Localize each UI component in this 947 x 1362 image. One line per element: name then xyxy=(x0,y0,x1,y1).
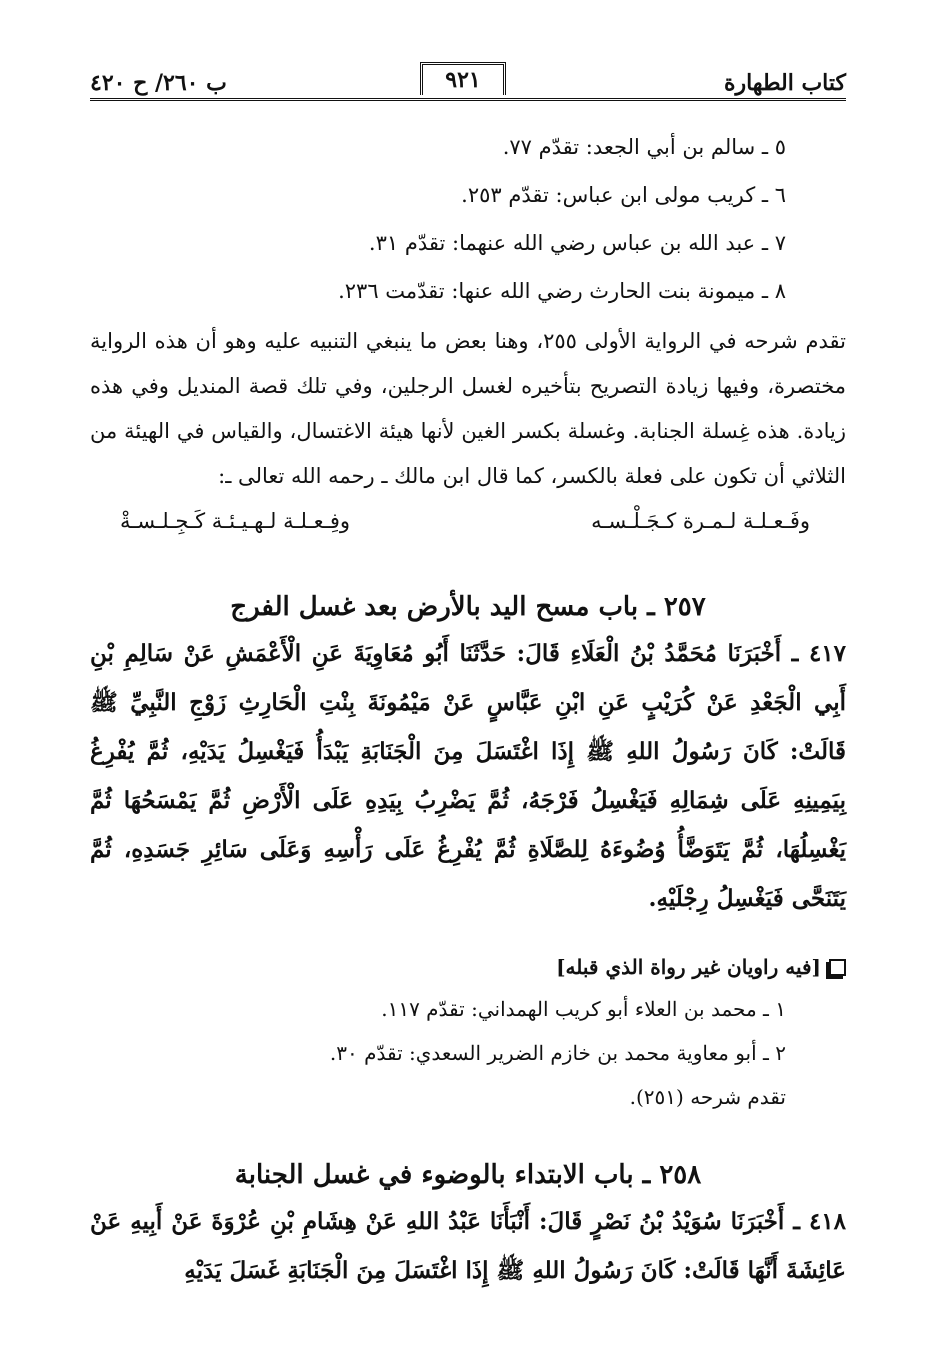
list-item: ٥ ـ سالم بن أبي الجعد: تقدّم ٧٧. xyxy=(502,135,786,159)
list-item: ٦ ـ كريب مولى ابن عباس: تقدّم ٢٥٣. xyxy=(461,183,786,207)
section-title-258: ٢٥٨ ـ باب الابتداء بالوضوء في غسل الجنابة xyxy=(234,1160,702,1190)
commentary-note: تقدم شرحه (٢٥١). xyxy=(629,1085,786,1109)
verse-hemistich-left: وفِـعـلـة لـهـيـئـة كَـجِـلـسـةْ xyxy=(120,509,351,533)
chapter-reference: ب ٢٦٠/ ح ٤٢٠ xyxy=(90,70,227,96)
narrators-box-title xyxy=(90,947,846,987)
commentary-paragraph: تقدم شرحه في الرواية الأولى ٢٥٥، وهنا بعض ما ينبغي التنبيه عليه وهو أن هذه الرواية مختصرة، وفيها زيادة التصريح بتأخيره لغسل الرجلين، وفي تلك قصة المنديل وفي هذه زيادة. هذه غِسلة الجنابة. وغسلة بكسر الغين لأنها هيئة الاغتسال، والقياس في الهيئة من الثلاثي أن تكون على فعلة بالكسر، كما قال ابن مالك ـ رحمه الله تعالى ـ: xyxy=(90,329,846,488)
page-header xyxy=(90,40,846,101)
square-bullet-icon xyxy=(829,959,846,976)
narrator-list-2 xyxy=(90,987,846,1075)
document-page xyxy=(90,40,846,1295)
hadith-417: ٤١٧ ـ أَخْبَرَنَا مُحَمَّدُ بْنُ الْعَلَاءِ قَالَ: حَدَّثَنَا أَبُو مُعَاوِيَةَ عَنِ الْأَعْمَشِ عَنْ سَالِمِ بْنِ أَبِي الْجَعْدِ عَنْ كُرَيْبٍ عَنِ ابْنِ عَبَّاسٍ عَنْ مَيْمُونَةَ بِنْتِ الْحَارِثِ زَوْجِ النَّبِيِّ ﷺ قَالَتْ: كَانَ رَسُولُ اللهِ ﷺ إِذَا اغْتَسَلَ مِنَ الْجَنَابَةِ يَبْدَأُ فَيَغْسِلُ يَدَيْهِ، ثُمَّ يُفْرِغُ بِيَمِينِهِ عَلَى شِمَالِهِ فَيَغْسِلُ فَرْجَهُ، ثُمَّ يَضْرِبُ بِيَدِهِ عَلَى الْأَرْضِ ثُمَّ يَمْسَحُهَا ثُمَّ يَغْسِلُهَا، ثُمَّ يَتَوَضَّأُ وُضُوءَهُ لِلصَّلَاةِ ثُمَّ يُفْرِغُ عَلَى رَأْسِهِ وَعَلَى سَائِرِ جَسَدِهِ، ثُمَّ يَتَنَحَّى فَيَغْسِلُ رِجْلَيْهِ. xyxy=(90,640,846,912)
list-item: ٨ ـ ميمونة بنت الحارث رضي الله عنها: تقدّمت ٢٣٦. xyxy=(338,279,786,303)
narrator-list xyxy=(90,123,846,315)
poetry-verse xyxy=(90,499,846,543)
list-item: ٧ ـ عبد الله بن عباس رضي الله عنهما: تقدّم ٣١. xyxy=(368,231,786,255)
verse-hemistich-right: وفَـعـلـة لـمـرة كـجَـلْـسـه xyxy=(591,509,810,533)
box-title-text: [فيه راويان غير رواة الذي قبله] xyxy=(556,955,821,979)
list-item: ١ ـ محمد بن العلاء أبو كريب الهمداني: تقدّم ١١٧. xyxy=(381,997,786,1021)
page-number: ٩٢١ xyxy=(420,62,506,95)
list-item: ٢ ـ أبو معاوية محمد بن خازم الضرير السعدي: تقدّم ٣٠. xyxy=(329,1041,786,1065)
section-title-257: ٢٥٧ ـ باب مسح اليد بالأرض بعد غسل الفرج xyxy=(230,592,706,622)
book-title: كتاب الطهارة xyxy=(723,70,846,96)
hadith-418: ٤١٨ ـ أَخْبَرَنَا سُوَيْدُ بْنُ نَصْرٍ قَالَ: أَنْبَأَنَا عَبْدُ اللهِ عَنْ هِشَامِ بْنِ عُرْوَةَ عَنْ أَبِيهِ عَنْ عَائِشَةَ أَنَّهَا قَالَتْ: كَانَ رَسُولُ اللهِ ﷺ إِذَا اغْتَسَلَ مِنَ الْجَنَابَةِ غَسَلَ يَدَيْهِ xyxy=(90,1208,846,1284)
